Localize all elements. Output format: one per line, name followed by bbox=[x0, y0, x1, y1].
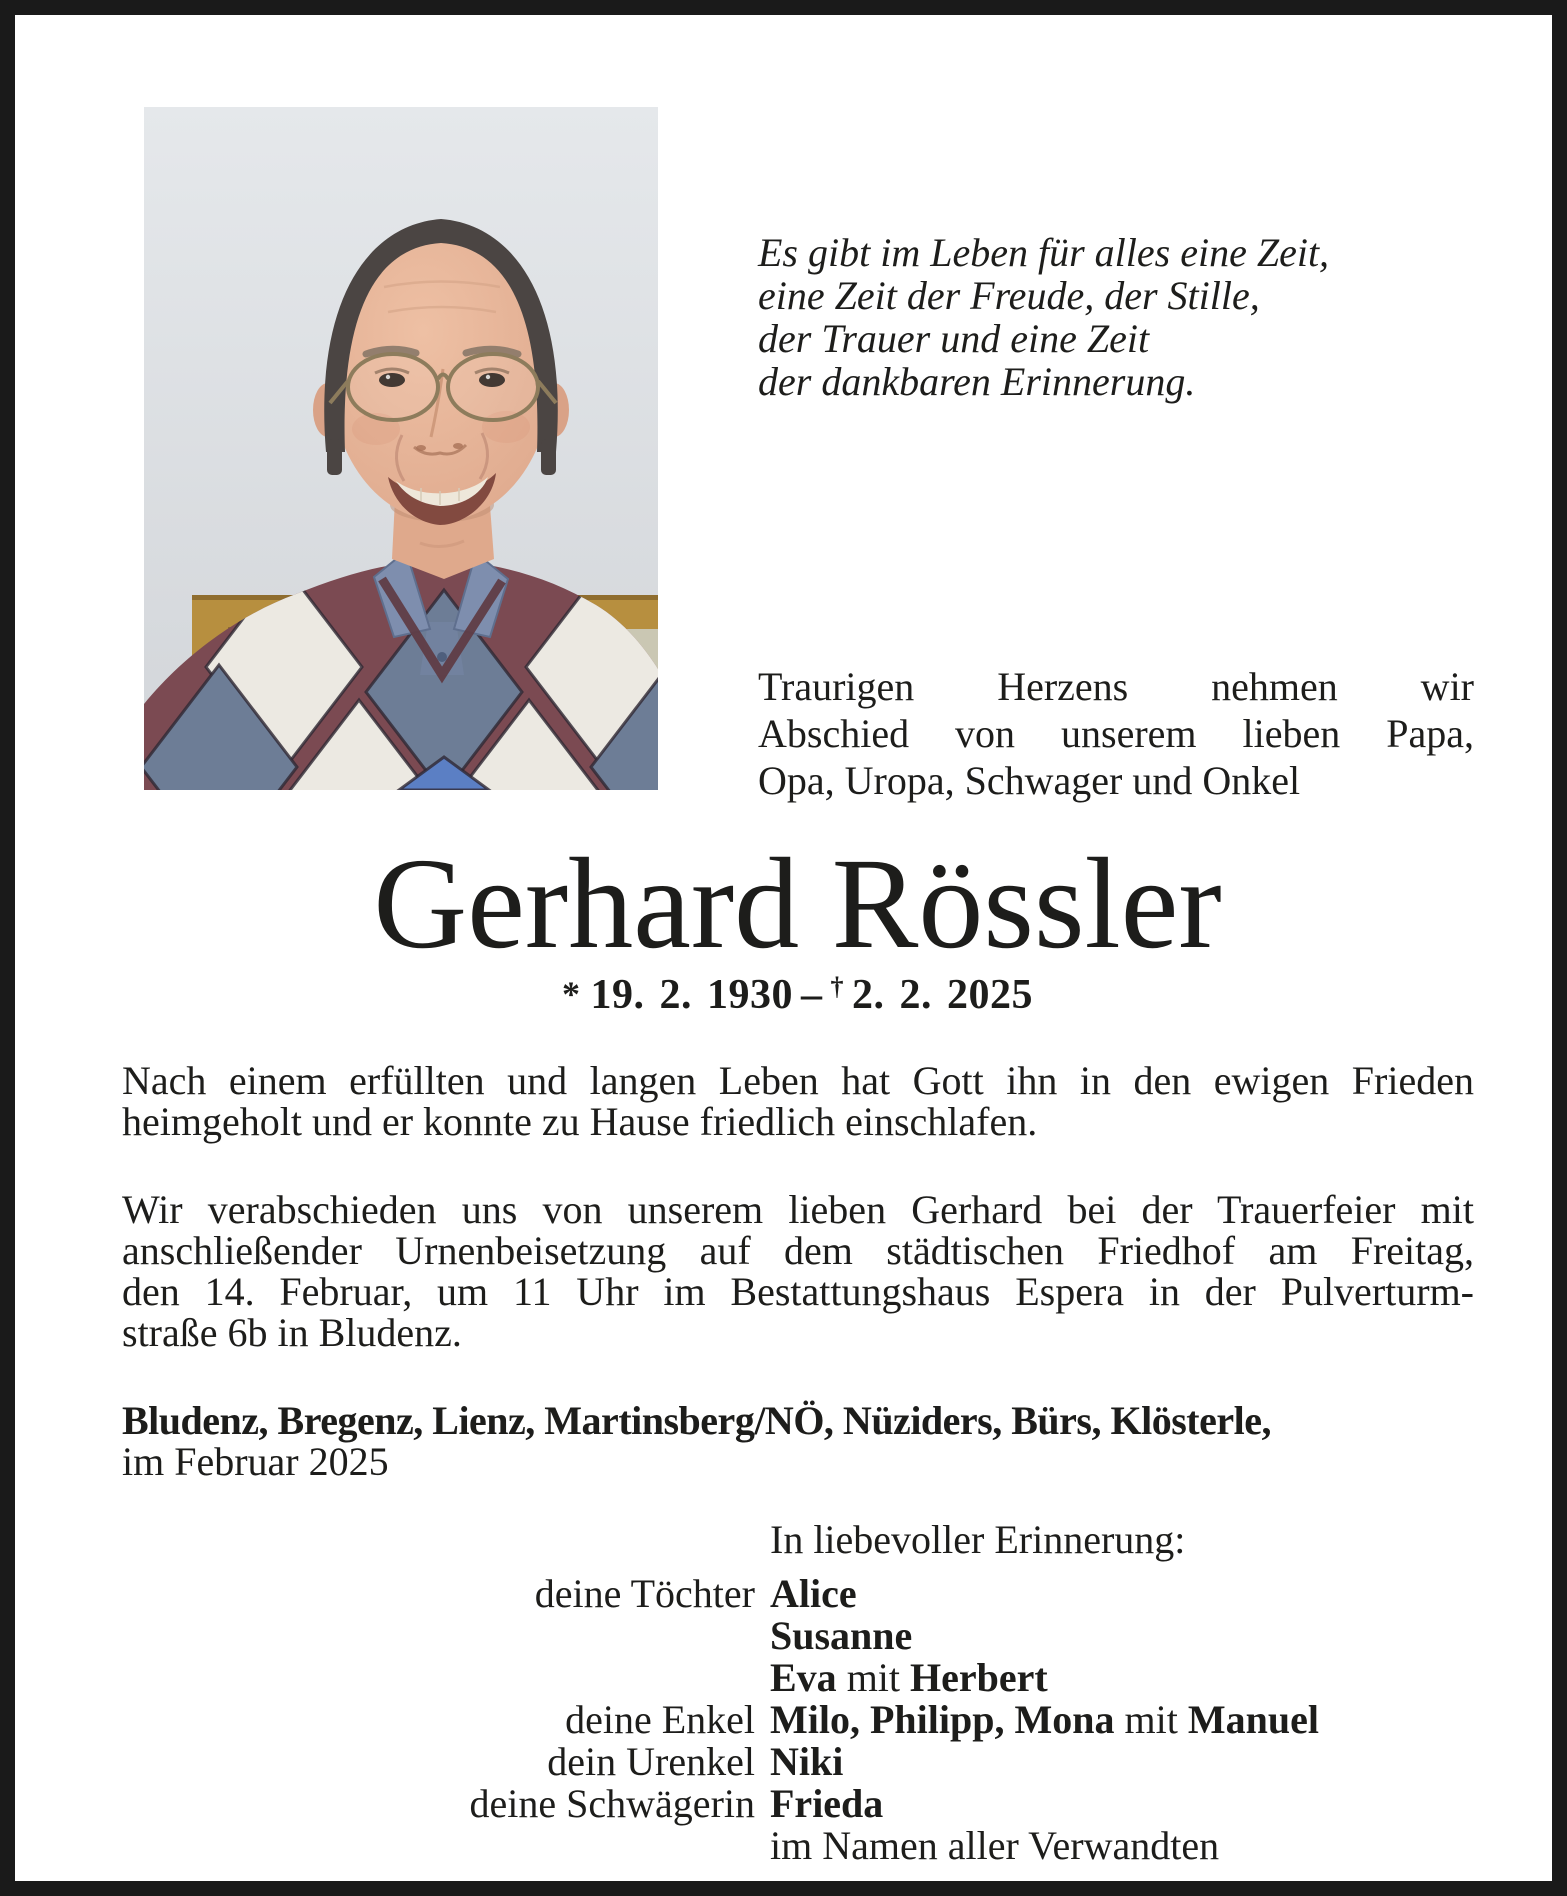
right-sideburn bbox=[541, 439, 556, 475]
deceased-name: Gerhard Rössler bbox=[373, 832, 1222, 976]
obituary-paragraph-2 bbox=[122, 1189, 1474, 1353]
obituary-paragraph-1 bbox=[122, 1060, 1474, 1142]
memorial-row bbox=[120, 1699, 1475, 1741]
quote-line: der Trauer und eine Zeit bbox=[758, 316, 1150, 361]
quote-line: eine Zeit der Freude, der Stille, bbox=[758, 273, 1260, 318]
quote-line: der dankbaren Erinnerung. bbox=[758, 359, 1196, 404]
memorial-relation-label: deine Schwägerin bbox=[469, 1781, 755, 1826]
life-dates bbox=[120, 972, 1475, 1023]
memorial-row bbox=[120, 1573, 1475, 1615]
death-date: 2. 2. 2025 bbox=[852, 972, 1033, 1018]
birth-date: 19. 2. 1930 bbox=[590, 972, 793, 1018]
farewell-line: Opa, Uropa, Schwager und Onkel bbox=[758, 758, 1301, 803]
memorial-relation-label: deine Töchter bbox=[534, 1571, 755, 1616]
memorial-relation-label bbox=[120, 1825, 755, 1867]
memorial-row bbox=[120, 1615, 1475, 1657]
memorial-names: Niki bbox=[770, 1739, 844, 1784]
memorial-row bbox=[120, 1825, 1475, 1867]
memorial-relation-label bbox=[120, 1615, 755, 1657]
memorial-names: Milo, Philipp, Mona mit Manuel bbox=[770, 1697, 1319, 1742]
mourners-list bbox=[120, 1573, 1475, 1867]
paragraph-line: den 14. Februar, um 11 Uhr im Bestattungshaus Espera in der Pulverturm- bbox=[122, 1269, 1474, 1314]
memorial-names: Alice bbox=[770, 1571, 857, 1616]
memorial-names: Frieda bbox=[770, 1781, 884, 1826]
memorial-row bbox=[120, 1657, 1475, 1699]
memorial-heading: In liebevoller Erinnerung: bbox=[770, 1517, 1186, 1562]
paragraph-line: Wir verabschieden uns von unserem lieben Gerhard bei der Trauerfeier mit bbox=[122, 1187, 1474, 1232]
dates-separator: – bbox=[801, 972, 823, 1018]
paragraph-line: heimgeholt und er konnte zu Hause friedlich einschlafen. bbox=[122, 1099, 1038, 1144]
paragraph-line: straße 6b in Bludenz. bbox=[122, 1310, 462, 1355]
memorial-relation-label: dein Urenkel bbox=[547, 1739, 755, 1784]
memorial-relation-label bbox=[120, 1657, 755, 1699]
date-line: im Februar 2025 bbox=[122, 1439, 389, 1484]
memorial-quote bbox=[758, 231, 1488, 403]
memorial-row bbox=[120, 1783, 1475, 1825]
farewell-text bbox=[758, 663, 1474, 804]
paragraph-line: Nach einem erfüllten und langen Leben hat Gott ihn in den ewigen Frieden bbox=[122, 1058, 1474, 1103]
left-sideburn bbox=[327, 439, 342, 475]
memorial-names: Susanne bbox=[770, 1613, 913, 1658]
portrait-photo bbox=[144, 107, 658, 790]
closing-line: im Namen aller Verwandten bbox=[770, 1823, 1220, 1868]
farewell-line: Traurigen Herzens nehmen wir bbox=[758, 664, 1474, 709]
death-symbol-icon: † bbox=[830, 972, 844, 1001]
farewell-line: Abschied von unserem lieben Papa, bbox=[758, 711, 1474, 756]
quote-line: Es gibt im Leben für alles eine Zeit, bbox=[758, 230, 1330, 275]
memorial-names: Eva mit Herbert bbox=[770, 1655, 1048, 1700]
paragraph-line: anschließender Urnenbeisetzung auf dem städtischen Friedhof am Freitag, bbox=[122, 1228, 1474, 1273]
locations-block bbox=[122, 1400, 1474, 1482]
memorial-row bbox=[120, 1741, 1475, 1783]
memorial-relation-label: deine Enkel bbox=[565, 1697, 755, 1742]
locations-line: Bludenz, Bregenz, Lienz, Martinsberg/NÖ, Nüziders, Bürs, Klösterle, bbox=[122, 1398, 1271, 1443]
birth-symbol-icon: * bbox=[562, 974, 581, 1014]
